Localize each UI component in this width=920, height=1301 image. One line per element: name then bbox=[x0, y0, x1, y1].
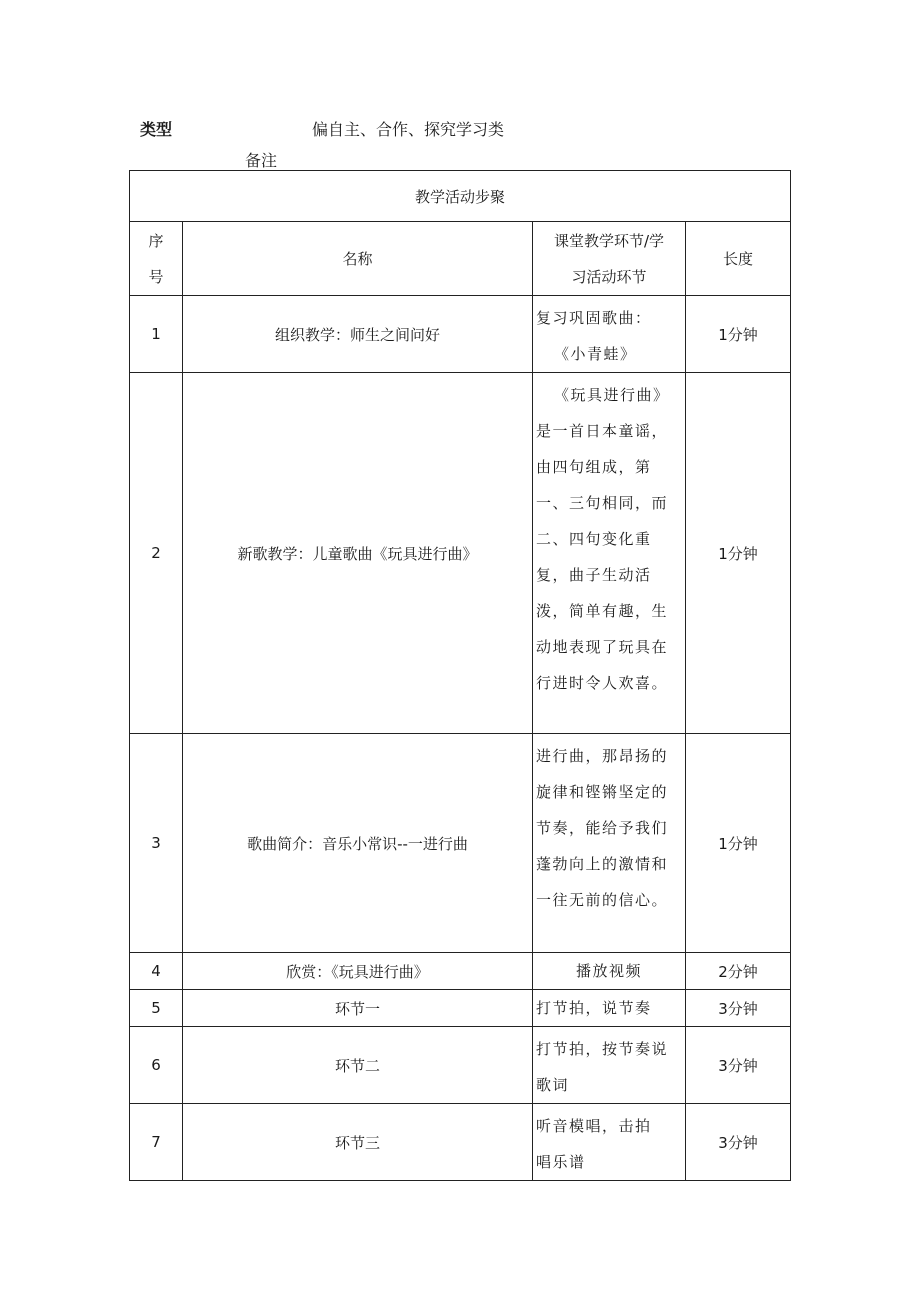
header-segment-line-2: 习活动环节 bbox=[571, 267, 647, 286]
segment-line: 节奏，能给予我们 bbox=[536, 819, 669, 837]
segment-line: 唱乐谱 bbox=[536, 1153, 586, 1171]
remark-label: 备注 bbox=[245, 151, 278, 170]
segment-line: 蓬勃向上的激情和 bbox=[536, 855, 669, 873]
segment-line: 泼，简单有趣，生 bbox=[536, 602, 669, 620]
type-label: 类型 bbox=[140, 120, 173, 139]
row-name: 环节一 bbox=[183, 990, 533, 1027]
segment-line: 打节拍，按节奏说 bbox=[536, 1040, 669, 1058]
segment-line bbox=[536, 336, 679, 372]
table-row bbox=[130, 1104, 791, 1181]
segment-line: 一、三句相同，而 bbox=[536, 494, 669, 512]
table-row bbox=[130, 990, 791, 1027]
row-length: 1分钟 bbox=[686, 296, 791, 373]
header-seq bbox=[130, 222, 183, 296]
segment-line: 是一首日本童谣， bbox=[536, 422, 669, 440]
header-segment bbox=[533, 222, 686, 296]
row-segment bbox=[533, 1104, 686, 1181]
table-row bbox=[130, 373, 791, 734]
row-segment bbox=[533, 734, 686, 953]
row-name: 新歌教学：儿童歌曲《玩具进行曲》 bbox=[183, 373, 533, 734]
segment-line: 听音模唱，击拍 bbox=[536, 1117, 652, 1135]
row-number: 6 bbox=[130, 1027, 183, 1104]
segment-line-text: 《小青蛙》 bbox=[554, 345, 637, 363]
row-length: 1分钟 bbox=[686, 373, 791, 734]
row-length: 1分钟 bbox=[686, 734, 791, 953]
table-row bbox=[130, 296, 791, 373]
header-seq-line-2: 号 bbox=[148, 267, 164, 286]
row-number: 4 bbox=[130, 953, 183, 990]
segment-line-text: 《玩具进行曲》 bbox=[554, 386, 670, 404]
segment-line: 复习巩固歌曲： bbox=[536, 309, 652, 327]
segment-line: 进行曲，那昂扬的 bbox=[536, 747, 669, 765]
row-segment bbox=[533, 1027, 686, 1104]
row-number: 7 bbox=[130, 1104, 183, 1181]
segment-line: 一往无前的信心。 bbox=[536, 891, 669, 909]
row-number: 1 bbox=[130, 296, 183, 373]
row-segment bbox=[533, 953, 686, 990]
segment-line: 动地表现了玩具在 bbox=[536, 638, 669, 656]
header-name: 名称 bbox=[183, 222, 533, 296]
row-segment bbox=[533, 990, 686, 1027]
row-name: 欣赏：《玩具进行曲》 bbox=[183, 953, 533, 990]
row-name: 环节三 bbox=[183, 1104, 533, 1181]
table-header-row bbox=[130, 222, 791, 296]
segment-line: 打节拍，说节奏 bbox=[536, 999, 652, 1017]
row-length: 3分钟 bbox=[686, 1027, 791, 1104]
row-segment bbox=[533, 373, 686, 734]
row-segment bbox=[533, 296, 686, 373]
segment-line: 歌词 bbox=[536, 1076, 570, 1094]
row-number: 5 bbox=[130, 990, 183, 1027]
table-title: 教学活动步聚 bbox=[130, 171, 791, 222]
segment-line: 旋律和铿锵坚定的 bbox=[536, 783, 669, 801]
row-length: 3分钟 bbox=[686, 990, 791, 1027]
table-row bbox=[130, 1027, 791, 1104]
segment-line: 播放视频 bbox=[575, 962, 642, 980]
teaching-steps-table bbox=[129, 170, 791, 1181]
row-number: 3 bbox=[130, 734, 183, 953]
table-row bbox=[130, 734, 791, 953]
table-title-row bbox=[130, 171, 791, 222]
header-length: 长度 bbox=[686, 222, 791, 296]
segment-line: 由四句组成，第 bbox=[536, 458, 652, 476]
segment-line: 复，曲子生动活 bbox=[536, 566, 652, 584]
row-length: 3分钟 bbox=[686, 1104, 791, 1181]
header-segment-line-1: 课堂教学环节/学 bbox=[553, 231, 665, 250]
segment-line: 二、四句变化重 bbox=[536, 530, 652, 548]
segment-line: 行进时令人欢喜。 bbox=[536, 674, 669, 692]
table-row bbox=[130, 953, 791, 990]
row-number: 2 bbox=[130, 373, 183, 734]
row-name: 歌曲简介：音乐小常识--一进行曲 bbox=[183, 734, 533, 953]
row-name: 组织教学：师生之间问好 bbox=[183, 296, 533, 373]
row-name: 环节二 bbox=[183, 1027, 533, 1104]
header-seq-line-1: 序 bbox=[148, 231, 164, 250]
segment-line bbox=[536, 377, 679, 413]
row-length: 2分钟 bbox=[686, 953, 791, 990]
type-value: 偏自主、合作、探究学习类 bbox=[312, 120, 505, 139]
